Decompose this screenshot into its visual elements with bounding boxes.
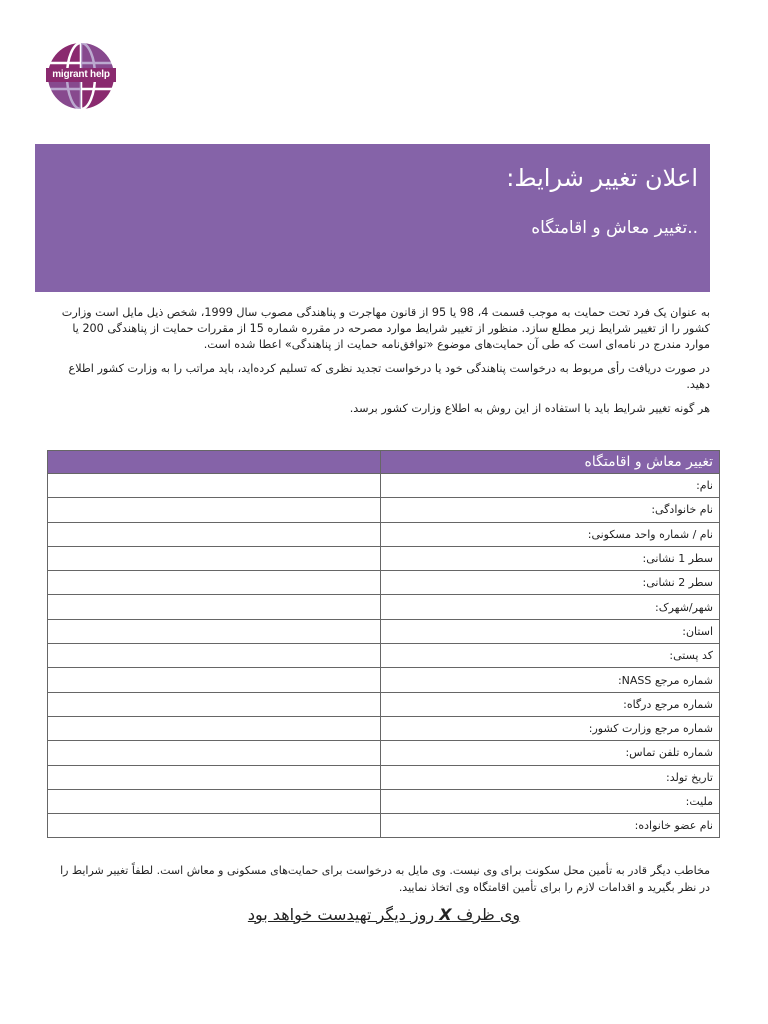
form-field-value[interactable] (48, 474, 381, 498)
form-field-value[interactable] (48, 595, 381, 619)
form-row (48, 765, 720, 789)
form-row (48, 474, 720, 498)
form-field-value[interactable] (48, 498, 381, 522)
form-row (48, 498, 720, 522)
deadline-statement (0, 905, 768, 924)
form-field-value[interactable] (48, 619, 381, 643)
form-field-value[interactable] (48, 522, 381, 546)
form-field-value[interactable] (48, 741, 381, 765)
deadline-after: روز دیگر تهیدست خواهد بود (247, 905, 440, 924)
form-field-value[interactable] (48, 692, 381, 716)
form-row (48, 741, 720, 765)
intro-paragraph-3: هر گونه تغییر شرایط باید با استفاده از این روش به اطلاع وزارت کشور برسد. (349, 402, 710, 415)
form-field-label: سطر 1 نشانی: (381, 546, 720, 570)
form-field-value[interactable] (48, 716, 381, 740)
form-field-label: نام / شماره واحد مسکونی: (381, 522, 720, 546)
form-field-label: شماره مرجع NASS: (381, 668, 720, 692)
form-field-label: شماره تلفن تماس: (381, 741, 720, 765)
logo-text: migrant help (46, 68, 116, 82)
form-field-label: تاریخ تولد: (381, 765, 720, 789)
form-row (48, 789, 720, 813)
form-header-blank (48, 451, 381, 474)
form-field-label: شماره مرجع درگاه: (381, 692, 720, 716)
form-field-value[interactable] (48, 571, 381, 595)
form-field-label: نام عضو خانواده: (381, 814, 720, 838)
form-field-value[interactable] (48, 644, 381, 668)
form-field-label: نام خانوادگی: (381, 498, 720, 522)
details-form-table (47, 450, 720, 838)
form-field-value[interactable] (48, 546, 381, 570)
form-field-value[interactable] (48, 765, 381, 789)
form-field-label: شماره مرجع وزارت کشور: (381, 716, 720, 740)
page-subtitle: ..تغییر معاش و اقامتگاه (531, 218, 698, 238)
form-field-label: کد پستی: (381, 644, 720, 668)
form-field-label: استان: (381, 619, 720, 643)
page-title: اعلان تغییر شرایط: (506, 164, 698, 192)
form-row (48, 546, 720, 570)
title-banner (35, 144, 710, 292)
deadline-days-x: X (439, 905, 452, 924)
form-row (48, 692, 720, 716)
form-header-row (48, 451, 720, 474)
form-row (48, 522, 720, 546)
deadline-before: وی ظرف (451, 905, 521, 924)
form-field-label: سطر 2 نشانی: (381, 571, 720, 595)
form-field-value[interactable] (48, 789, 381, 813)
form-row (48, 644, 720, 668)
form-row (48, 571, 720, 595)
form-row (48, 595, 720, 619)
form-field-label: نام: (381, 474, 720, 498)
form-field-label: ملیت: (381, 789, 720, 813)
form-field-label: شهر/شهرک: (381, 595, 720, 619)
form-field-value[interactable] (48, 814, 381, 838)
form-row (48, 716, 720, 740)
footer-text: مخاطب دیگر قادر به تأمین محل سکونت برای وی نیست. وی مایل به درخواست برای حمایت‌های مسکونی و معاش است. لطفاً تغییر شرایط را در نظر بگیرید و اقدامات لازم را برای تأمین اقامتگاه وی اتخاذ نمایید. (60, 864, 710, 894)
form-row (48, 814, 720, 838)
form-field-value[interactable] (48, 668, 381, 692)
intro-text (48, 305, 710, 425)
intro-paragraph-2: در صورت دریافت رأی مربوط به درخواست پناهندگی خود یا درخواست تجدید نظری که تسلیم کرده‌اید، باید مراتب را به وزارت کشور اطلاع دهید. (68, 362, 710, 391)
form-header-label: تغییر معاش و اقامتگاه (381, 451, 720, 474)
form-row (48, 668, 720, 692)
form-row (48, 619, 720, 643)
intro-paragraph-1: به عنوان یک فرد تحت حمایت به موجب قسمت 4، 98 یا 95 از قانون مهاجرت و پناهندگی مصوب سال 1999، شخص ذیل مایل است وزارت کشور را از تغییر شرایط زیر مطلع سازد. منظور از تغییر شرایط موارد مصرحه در مقرره شماره 15 از مقررات حمایت از پناهندگی 200 یا موارد مندرج در نامه‌ای است که طی آن حمایت‌های موضوع «توافق‌نامه حمایت از پناهندگی» اعطا شده است. (61, 306, 710, 351)
